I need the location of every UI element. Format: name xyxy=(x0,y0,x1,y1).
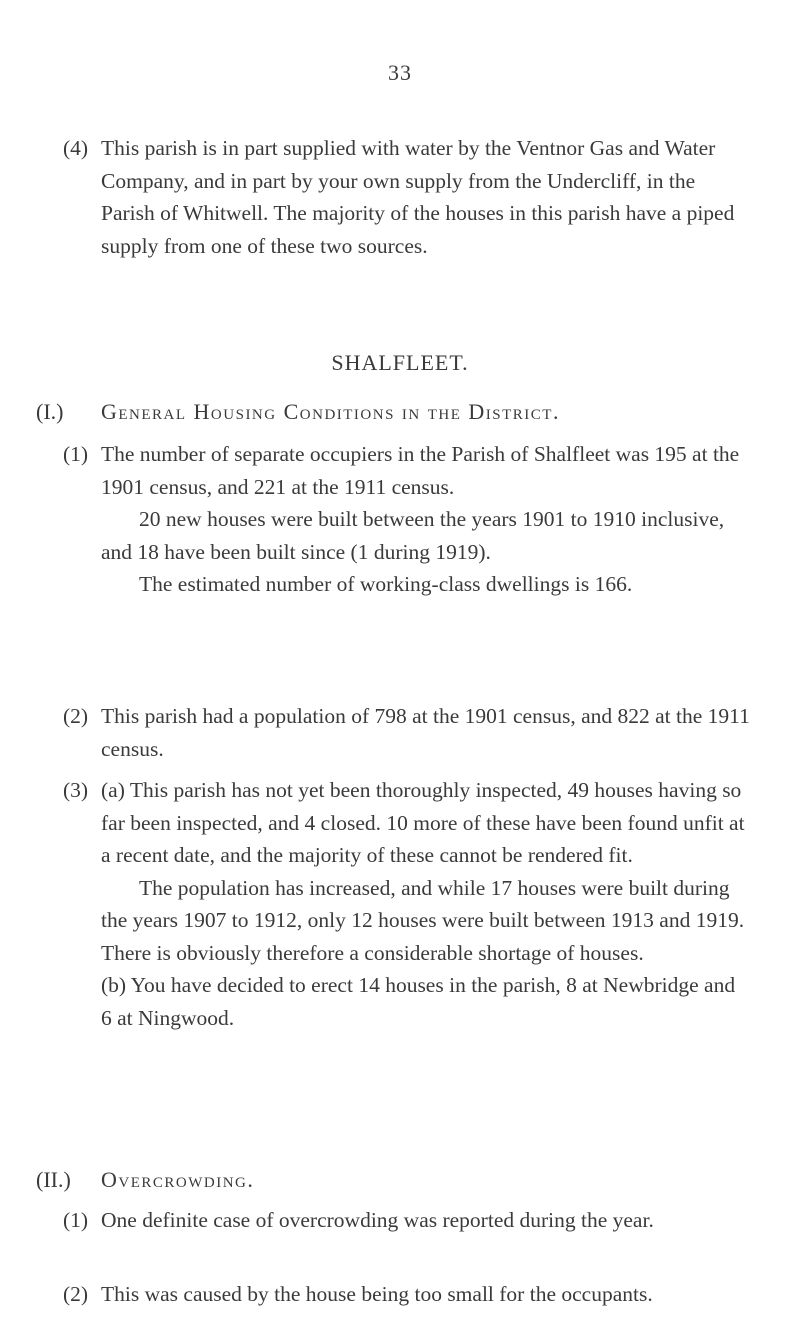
section-number: (I.) xyxy=(36,399,64,424)
paragraph-text: (a) This parish has not yet been thoroughly inspected, 49 houses having so far been inspected, and 4 closed. 10 more of these have been found unfit at a recent date, and the majority of these cannot be rendered fit. xyxy=(101,778,745,867)
paragraph-text: The number of separate occupiers in the Parish of Shalfleet was 195 at the 1901 census, and 221 at the 1911 census. xyxy=(101,442,740,499)
paragraph-text: This parish had a population of 798 at the 1901 census, and 822 at the 1911 census. xyxy=(101,704,750,761)
section-title: SHALFLEET. xyxy=(331,350,469,375)
paragraph-text: (b) You have decided to erect 14 houses in the parish, 8 at Newbridge and 6 at Ningwood. xyxy=(101,973,736,1030)
item-body xyxy=(101,1278,751,1311)
section-heading: General Housing Conditions in the District. xyxy=(101,399,560,424)
paragraph-text: The population has increased, and while 17 houses were built during the years 1907 to 1912, only 12 houses were built between 1913 and 1919. There is obviously therefore a considerable shortage of houses. xyxy=(101,875,745,965)
paragraph-text: This parish is in part supplied with water by the Ventnor Gas and Water Company, and in part by your own supply from the Undercliff, in the Parish of Whitwell. The majority of the houses in this parish have a piped supply from one of these two sources. xyxy=(101,136,735,258)
item-body xyxy=(101,700,751,765)
item-number: (2) xyxy=(63,704,89,728)
item-body xyxy=(101,438,751,601)
item-body xyxy=(101,774,751,1034)
intro-paragraph xyxy=(101,132,751,262)
paragraph-text: The estimated number of working-class dwellings is 166. xyxy=(139,572,633,596)
item-body xyxy=(101,1204,751,1237)
paragraph-text: 20 new houses were built between the years 1901 to 1910 inclusive, and 18 have been built since (1 during 1919). xyxy=(101,507,725,564)
paragraph-text: One definite case of overcrowding was reported during the year. xyxy=(101,1208,654,1232)
paragraph-number: (4) xyxy=(63,136,89,160)
item-number: (3) xyxy=(63,778,89,802)
section-number: (II.) xyxy=(36,1167,71,1192)
item-number: (2) xyxy=(63,1282,89,1306)
section-heading: Overcrowding. xyxy=(101,1167,255,1192)
paragraph-text: This was caused by the house being too small for the occupants. xyxy=(101,1282,653,1306)
page-number: 33 xyxy=(388,60,412,85)
item-number: (1) xyxy=(63,1208,89,1232)
item-number: (1) xyxy=(63,442,89,466)
